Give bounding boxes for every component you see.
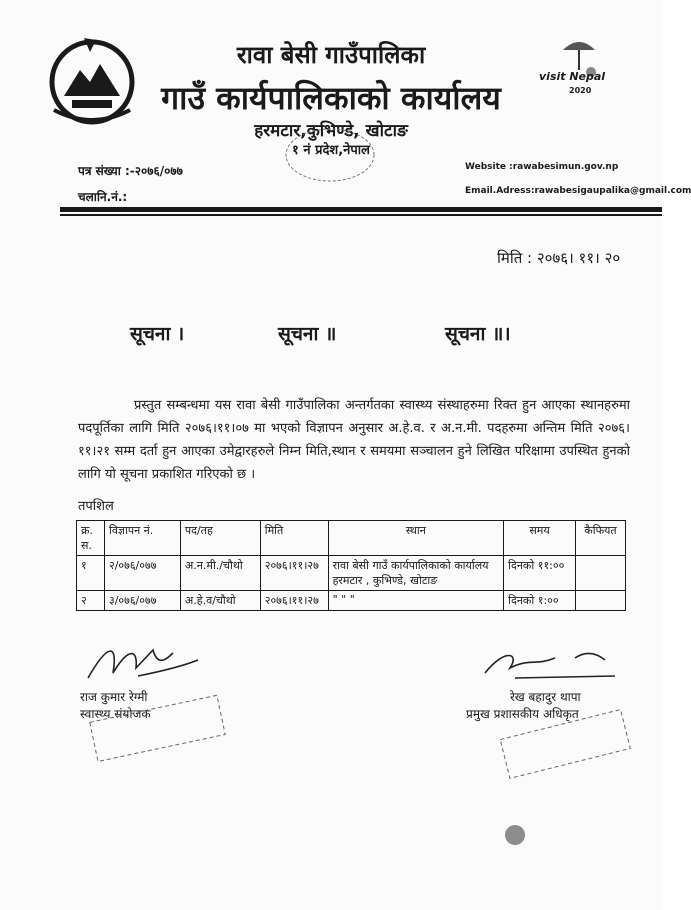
visit-year: 2020 <box>569 86 592 95</box>
right-rubber-stamp <box>495 708 635 778</box>
left-rubber-stamp <box>84 696 234 756</box>
municipality-name: रावा बेसी गाउँपालिका <box>236 41 426 69</box>
cell: ३/०७६/०७७ <box>104 591 180 611</box>
exam-schedule-table <box>76 520 626 611</box>
cell: अ.हे.व/चौथो <box>180 591 260 611</box>
notice-heading-2: सूचना ॥ <box>278 323 337 345</box>
col-place: स्थान <box>328 521 504 556</box>
cell: २०७६।११।२७ <box>260 591 328 611</box>
notice-body-text: प्रस्तुत सम्बन्धमा यस रावा बेसी गाउँपालिका अन्तर्गतका स्वास्थ्य संस्थाहरुमा रिक्त हुन आएका स्थानहरुमा पदपूर्तिका लागि मिति २०७६।११।०७ मा भएको विज्ञापन अनुसार अ.हे.व. र अ.न.मी. पदहरुमा अन्तिम मिति २०७६।११।२१ सम्म दर्ता हुन आएका उमेद्वारहरुले निम्न मिति,स्थान र समयमा सञ्चालन हुने लिखित परिक्षामा उपस्थित हुनको लागि यो सूचना प्रकाशित गरिएको छ । <box>78 398 630 482</box>
left-signature <box>78 638 228 688</box>
province-line: १ नं प्रदेश,नेपाल <box>292 143 370 158</box>
col-date: मिति <box>260 521 328 556</box>
notice-body <box>78 394 630 486</box>
col-time: समय <box>504 521 576 556</box>
cell <box>575 556 625 591</box>
table-row <box>77 556 626 591</box>
header-divider-thick <box>60 207 662 212</box>
cell <box>575 591 625 611</box>
cell: रावा बेसी गाउँ कार्यपालिकाको कार्यालय हरमटार , कुभिण्डे, खोटाङ <box>328 556 504 591</box>
notice-heading-1: सूचना । <box>130 323 185 345</box>
website: Website :rawabesimun.gov.np <box>465 162 619 172</box>
cell: २/०७६/०७७ <box>104 556 180 591</box>
office-address: हरमटार,कुभिण्डे, खोटाङ <box>254 121 408 141</box>
office-name: गाउँ कार्यपालिकाको कार्यालय <box>161 79 501 117</box>
visit-text: visit Nepal <box>539 70 606 83</box>
table-row <box>77 591 626 611</box>
dispatch-number: चलानि.नं.: <box>78 190 128 204</box>
details-label: तपशिल <box>78 499 114 514</box>
table-header-row <box>77 521 626 556</box>
cell: दिनको ११:०० <box>504 556 576 591</box>
right-signatory-title: प्रमुख प्रशासकीय अधिकृत <box>466 707 579 721</box>
cell: अ.न.मी./चौथो <box>180 556 260 591</box>
left-signatory-name: राज कुमार रेग्मी <box>80 690 148 704</box>
left-signatory-title: स्वास्थ्य संयोजक <box>80 707 151 721</box>
right-signatory-name: रेख बहादुर थापा <box>510 690 581 704</box>
email: Email.Adress:rawabesigaupalika@gmail.com <box>465 186 691 196</box>
cell: २०७६।११।२७ <box>260 556 328 591</box>
header-divider-thin <box>60 214 662 216</box>
col-sn: क्र. स. <box>77 521 105 556</box>
cell: " " " <box>328 591 504 611</box>
reference-number: पत्र संख्या :-२०७६/०७७ <box>78 164 183 178</box>
col-ad-no: विज्ञापन नं. <box>104 521 180 556</box>
col-remarks: कैफियत <box>575 521 625 556</box>
cell: २ <box>77 591 105 611</box>
notice-heading-3: सूचना ॥। <box>445 323 511 345</box>
ink-smudge <box>498 818 532 852</box>
col-post: पद/तह <box>180 521 260 556</box>
office-stamp <box>283 126 378 184</box>
right-signature <box>475 638 625 688</box>
letter-date: मिति : २०७६। ११। २० <box>497 249 621 267</box>
cell: दिनको १:०० <box>504 591 576 611</box>
cell: १ <box>77 556 105 591</box>
